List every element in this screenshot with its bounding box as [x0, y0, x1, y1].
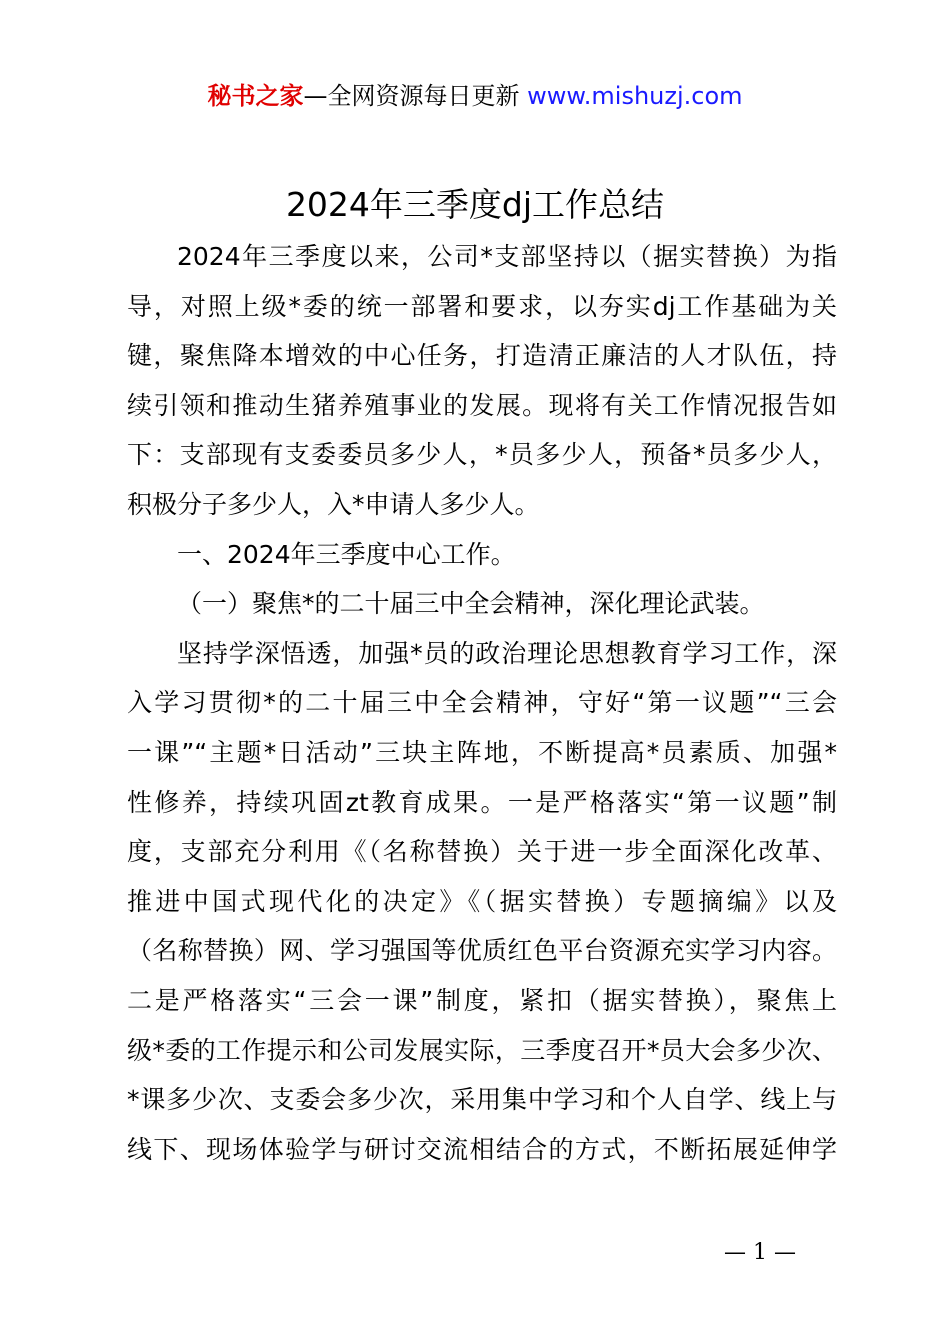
intro-line: 导，对照上级*委的统一部署和要求，以夯实dj工作基础为关: [127, 291, 837, 321]
paragraph-line: 入学习贯彻*的二十届三中全会精神，守好“第一议题”“三会: [127, 688, 837, 718]
intro-line: 2024年三季度以来，公司*支部坚持以（据实替换）为指: [177, 242, 837, 271]
document-title: 2024年三季度dj工作总结: [285, 185, 665, 224]
paragraph-line: 坚持学深悟透，加强*员的政治理论思想教育学习工作，深: [177, 638, 837, 668]
intro-line: 下：支部现有支委委员多少人，*员多少人，预备*员多少人，: [127, 440, 837, 470]
paragraph-line: 二是严格落实“三会一课”制度，紧扣（据实替换），聚焦上: [127, 985, 837, 1015]
banner-slogan: —全网资源每日更新: [303, 82, 520, 110]
paragraph-line: （名称替换）网、学习强国等优质红色平台资源充实学习内容。: [127, 936, 837, 966]
paragraph-line: 一课”“主题*日活动”三块主阵地，不断提高*员素质、加强*: [127, 737, 837, 767]
paragraph-line: 线下、现场体验学与研讨交流相结合的方式，不断拓展延伸学: [127, 1134, 837, 1164]
subsection-heading: （一）聚焦*的二十届三中全会精神，深化理论武装。: [177, 589, 765, 619]
intro-line: 键，聚焦降本增效的中心任务，打造清正廉洁的人才队伍，持: [127, 341, 837, 371]
page-number: — 1 —: [724, 1240, 796, 1265]
banner-brand: 秘书之家: [207, 82, 304, 110]
banner-url-link[interactable]: www.mishuzj.com: [527, 82, 743, 110]
site-banner: [0, 80, 950, 112]
paragraph-line: 度，支部充分利用《（名称替换）关于进一步全面深化改革、: [127, 837, 837, 867]
intro-line: 积极分子多少人，入*申请人多少人。: [127, 489, 540, 519]
paragraph-line: 推进中国式现代化的决定》《（据实替换）专题摘编》以及: [127, 886, 837, 916]
intro-line: 续引领和推动生猪养殖事业的发展。现将有关工作情况报告如: [127, 390, 837, 420]
paragraph-line: 级*委的工作提示和公司发展实际，三季度召开*员大会多少次、: [127, 1035, 837, 1065]
paragraph-line: *课多少次、支委会多少次，采用集中学习和个人自学、线上与: [127, 1085, 837, 1115]
section-heading: 一、2024年三季度中心工作。: [177, 539, 516, 569]
document-body: [127, 232, 837, 1174]
paragraph-line: 性修养，持续巩固zt教育成果。一是严格落实“第一议题”制: [127, 787, 837, 817]
